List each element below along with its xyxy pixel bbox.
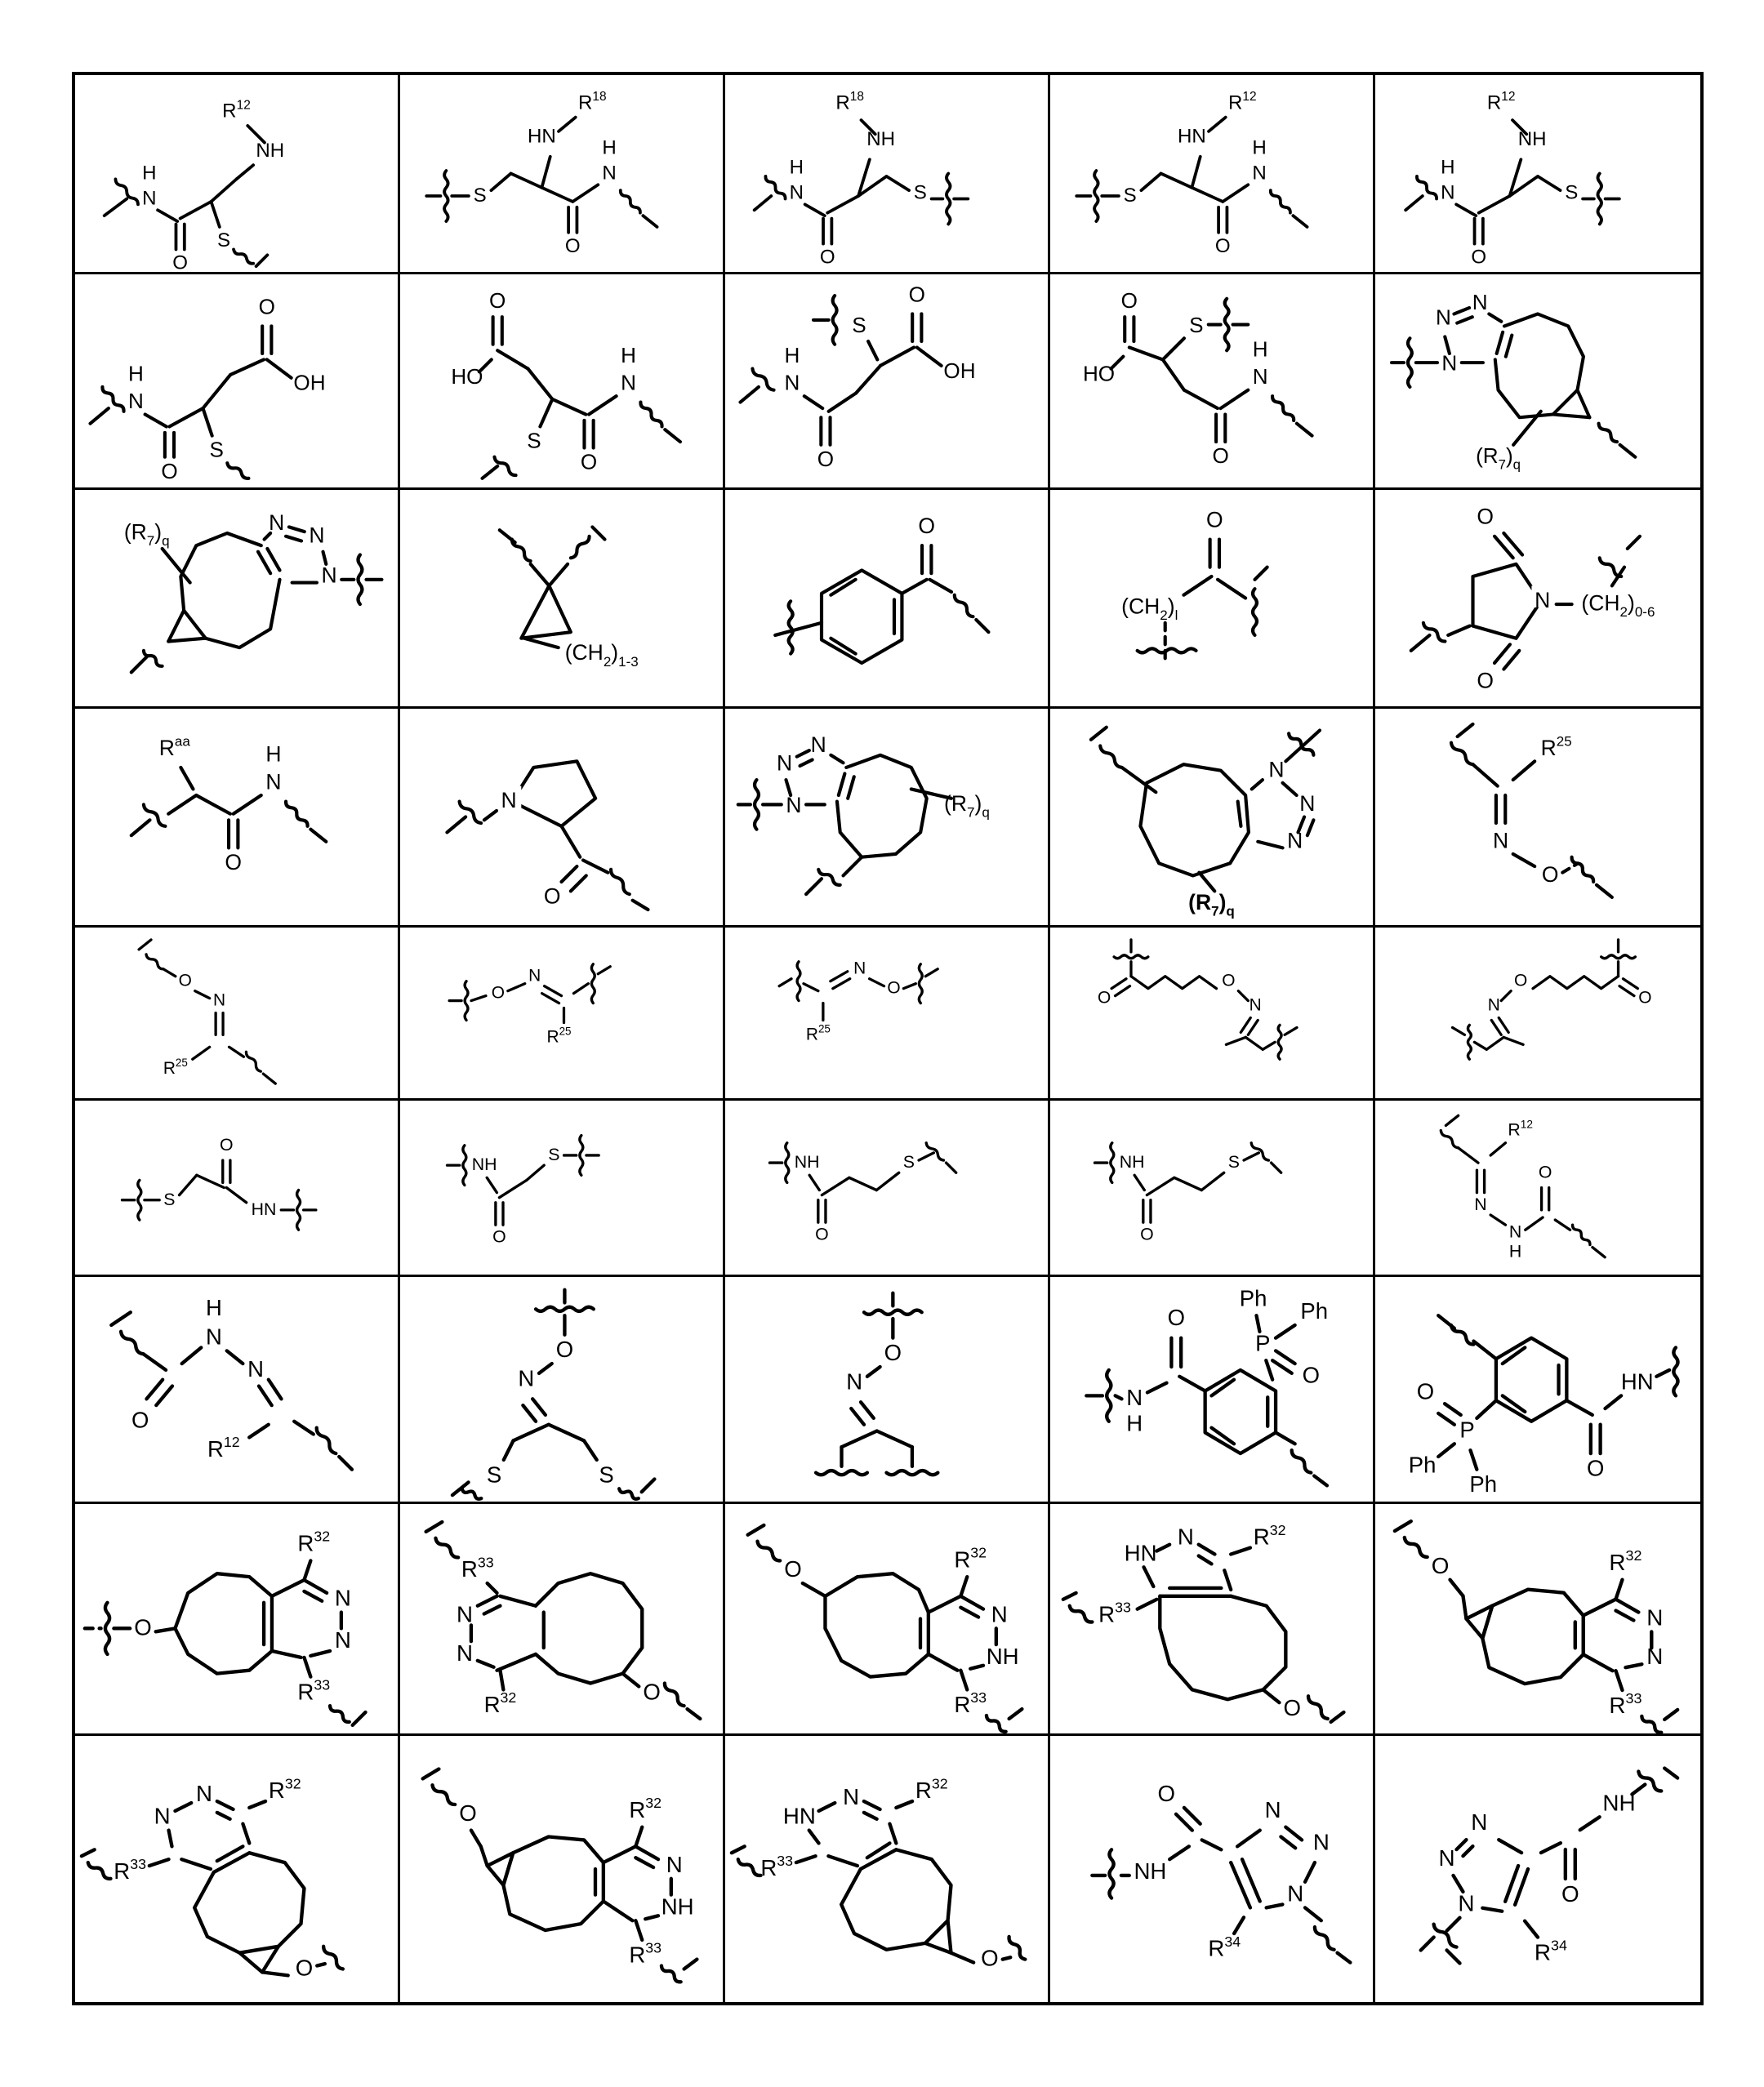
substituent-r32: $R^{32}$ bbox=[1253, 1521, 1286, 1550]
atom-o-ether: O bbox=[1222, 971, 1236, 990]
atom-n: N bbox=[1252, 364, 1268, 389]
atom-nh: NH bbox=[986, 1643, 1019, 1669]
atom-h: H bbox=[1252, 336, 1268, 362]
atom-n1: N bbox=[457, 1601, 473, 1627]
atom-o: O bbox=[1538, 1162, 1552, 1182]
atom-o: O bbox=[817, 446, 835, 471]
substituent-raa: $R^{aa}$ bbox=[158, 733, 190, 760]
atom-n2: N bbox=[1438, 1845, 1455, 1871]
atom-n: N bbox=[621, 370, 636, 395]
structure-r4c3 bbox=[725, 709, 1050, 928]
atom-h: H bbox=[128, 361, 144, 386]
atom-hn: HN bbox=[251, 1199, 277, 1219]
atom-o: O bbox=[918, 514, 936, 538]
substituent-ph1: Ph bbox=[1239, 1285, 1267, 1311]
atom-o: O bbox=[1157, 1781, 1175, 1807]
atom-n2: N bbox=[1299, 790, 1316, 816]
atom-o: O bbox=[815, 1224, 829, 1244]
atom-n: N bbox=[142, 187, 157, 210]
atom-o: O bbox=[1140, 1224, 1154, 1244]
atom-o-carbonyl: O bbox=[1098, 988, 1111, 1008]
substituent-r33: $R^{33}$ bbox=[297, 1676, 331, 1705]
atom-s: S bbox=[1565, 181, 1579, 204]
substituent-r7q: $(R_7)_q$ bbox=[944, 790, 990, 821]
substituent-r33: $R^{33}$ bbox=[629, 1939, 662, 1968]
atom-n2: N bbox=[1646, 1644, 1664, 1670]
atom-o: O bbox=[1167, 1304, 1185, 1330]
atom-s: S bbox=[1189, 312, 1204, 337]
structure-table bbox=[72, 72, 1704, 2005]
atom-s: S bbox=[902, 1152, 915, 1173]
structure-r6c2 bbox=[400, 1101, 725, 1277]
atom-hn: HN bbox=[1620, 1368, 1654, 1395]
structure-r8c3 bbox=[725, 1504, 1050, 1736]
atom-s1: S bbox=[486, 1462, 502, 1488]
atom-n: N bbox=[1252, 162, 1267, 185]
atom-o: O bbox=[887, 978, 901, 998]
atom-o: O bbox=[1587, 1455, 1605, 1481]
atom-s2: S bbox=[599, 1462, 614, 1488]
substituent-r34: $R^{34}$ bbox=[1208, 1933, 1241, 1961]
atom-n: N bbox=[789, 181, 804, 204]
substituent-r7q-bold: $(R_7)_q$ bbox=[1188, 890, 1235, 919]
atom-oh: OH bbox=[943, 358, 976, 383]
atom-o-top: O bbox=[1477, 504, 1494, 529]
atom-o: O bbox=[884, 1340, 902, 1366]
atom-n2: N bbox=[1435, 305, 1451, 330]
atom-o-bottom: O bbox=[1477, 668, 1494, 693]
atom-nh: NH bbox=[256, 139, 285, 162]
atom-p: P bbox=[1255, 1330, 1271, 1356]
structure-r9c1 bbox=[75, 1736, 400, 2002]
structure-r7c4 bbox=[1050, 1277, 1375, 1504]
substituent-ch2-1-3: $(CH_2)_{1-3}$ bbox=[564, 640, 639, 670]
structure-r5c2 bbox=[400, 928, 725, 1101]
atom-o: O bbox=[161, 458, 178, 483]
structure-r5c3 bbox=[725, 928, 1050, 1101]
atom-o: O bbox=[220, 1134, 234, 1155]
atom-h: H bbox=[789, 156, 804, 179]
atom-n: N bbox=[1487, 995, 1500, 1015]
structure-r5c5 bbox=[1375, 928, 1700, 1101]
atom-n1: N bbox=[154, 1803, 171, 1829]
atom-n: N bbox=[843, 1784, 860, 1809]
atom-h: H bbox=[602, 136, 617, 159]
substituent-r32: $R^{32}$ bbox=[483, 1689, 517, 1718]
atom-o: O bbox=[1471, 246, 1487, 269]
atom-n: N bbox=[1441, 181, 1455, 204]
atom-s: S bbox=[1227, 1152, 1240, 1173]
atom-o: O bbox=[1212, 443, 1229, 469]
atom-o: O bbox=[258, 294, 275, 319]
atom-ho: HO bbox=[1082, 361, 1116, 386]
substituent-r12: $R^{12}$ bbox=[207, 1434, 240, 1462]
substituent-r12: $R^{12}$ bbox=[1508, 1118, 1534, 1140]
atom-s: S bbox=[527, 428, 541, 453]
atom-n3: N bbox=[810, 732, 826, 757]
atom-o: O bbox=[492, 1226, 506, 1247]
atom-o: O bbox=[564, 234, 581, 257]
substituent-ch2-l: $(CH_2)_l$ bbox=[1121, 594, 1178, 623]
atom-n: N bbox=[1249, 995, 1262, 1015]
atom-o-carbonyl: O bbox=[1638, 988, 1652, 1008]
atom-n2: N bbox=[334, 1627, 351, 1653]
atom-s: S bbox=[216, 229, 231, 252]
structure-r3c1 bbox=[75, 490, 400, 709]
structure-r8c5 bbox=[1375, 1504, 1700, 1736]
structure-r6c5 bbox=[1375, 1101, 1700, 1277]
atom-n3: N bbox=[1264, 1796, 1281, 1822]
atom-n1: N bbox=[1268, 757, 1285, 782]
atom-n2: N bbox=[196, 1781, 212, 1807]
atom-n3: N bbox=[1287, 828, 1303, 853]
substituent-ph2: Ph bbox=[1469, 1471, 1498, 1497]
substituent-r33: $R^{33}$ bbox=[1098, 1599, 1131, 1627]
structure-r7c3 bbox=[725, 1277, 1050, 1504]
atom-n1: N bbox=[321, 563, 337, 588]
substituent-ch2-0-6: $(CH_2)_{0-6}$ bbox=[1581, 590, 1655, 621]
substituent-r32: $R^{32}$ bbox=[268, 1775, 301, 1804]
substituent-r32: $R^{32}$ bbox=[629, 1794, 662, 1822]
structure-r3c2 bbox=[400, 490, 725, 709]
atom-n: N bbox=[1474, 1194, 1487, 1214]
substituent-r25: $R^{25}$ bbox=[163, 1057, 188, 1079]
structure-r4c5 bbox=[1375, 709, 1700, 928]
atom-h: H bbox=[265, 741, 282, 767]
atom-nh: NH bbox=[866, 128, 896, 151]
atom-o-p: O bbox=[1416, 1378, 1435, 1404]
atom-s: S bbox=[163, 1189, 176, 1209]
structure-r4c2 bbox=[400, 709, 725, 928]
structure-r1c2 bbox=[400, 75, 725, 274]
atom-n3: N bbox=[1472, 289, 1488, 314]
substituent-r7q: $(R_7)_q$ bbox=[123, 519, 170, 550]
atom-o-ether: O bbox=[1513, 971, 1528, 990]
atom-oh: OH bbox=[293, 370, 326, 395]
atom-o: O bbox=[178, 971, 192, 990]
atom-o: O bbox=[295, 1955, 314, 1981]
atom-hn: HN bbox=[1124, 1540, 1157, 1566]
structure-r6c4 bbox=[1050, 1101, 1375, 1277]
structure-r4c4 bbox=[1050, 709, 1375, 928]
substituent-r18: $R^{18}$ bbox=[578, 89, 607, 114]
atom-n: N bbox=[213, 990, 226, 1010]
atom-nh: NH bbox=[1134, 1858, 1167, 1884]
atom-o: O bbox=[491, 983, 505, 1003]
atom-n: N bbox=[265, 769, 282, 794]
substituent-r18: $R^{18}$ bbox=[835, 89, 865, 114]
atom-o: O bbox=[908, 282, 925, 307]
structure-r7c2 bbox=[400, 1277, 725, 1504]
structure-r5c1 bbox=[75, 928, 400, 1101]
atom-h: H bbox=[1508, 1241, 1522, 1262]
substituent-r32: $R^{32}$ bbox=[954, 1544, 987, 1573]
substituent-r25: $R^{25}$ bbox=[805, 1022, 831, 1044]
atom-n: N bbox=[666, 1851, 683, 1877]
atom-n: N bbox=[991, 1601, 1008, 1627]
substituent-r7q: $(R_7)_q$ bbox=[1476, 443, 1521, 473]
structure-r1c5 bbox=[1375, 75, 1700, 274]
atom-n: N bbox=[1177, 1524, 1194, 1550]
atom-o: O bbox=[489, 288, 506, 314]
atom-n2: N bbox=[1312, 1829, 1330, 1855]
substituent-r34: $R^{34}$ bbox=[1534, 1937, 1567, 1965]
atom-nh: NH bbox=[1602, 1790, 1636, 1816]
structure-r7c1 bbox=[75, 1277, 400, 1504]
structure-r1c4 bbox=[1050, 75, 1375, 274]
atom-nh: NH bbox=[1119, 1152, 1145, 1173]
atom-o: O bbox=[784, 1556, 802, 1582]
atom-nh: NH bbox=[1517, 128, 1547, 151]
substituent-r12: $R^{12}$ bbox=[222, 98, 251, 122]
atom-o: O bbox=[1283, 1695, 1301, 1720]
atom-h: H bbox=[142, 162, 157, 185]
atom-h: H bbox=[1441, 156, 1455, 179]
atom-o: O bbox=[131, 1407, 149, 1433]
atom-o: O bbox=[1205, 507, 1223, 532]
structure-r2c3 bbox=[725, 274, 1050, 490]
substituent-ph2: Ph bbox=[1300, 1298, 1329, 1324]
atom-n1: N bbox=[786, 792, 802, 817]
structure-r6c1 bbox=[75, 1101, 400, 1277]
atom-n: N bbox=[784, 370, 800, 395]
structure-r2c4 bbox=[1050, 274, 1375, 490]
structure-r4c1 bbox=[75, 709, 400, 928]
substituent-r25: $R^{25}$ bbox=[546, 1025, 572, 1047]
substituent-r33: $R^{33}$ bbox=[114, 1856, 147, 1884]
atom-n: N bbox=[853, 959, 866, 978]
atom-s: S bbox=[548, 1145, 560, 1165]
atom-o: O bbox=[819, 246, 835, 269]
atom-nh: NH bbox=[471, 1155, 497, 1175]
atom-h: H bbox=[206, 1295, 222, 1321]
atom-o: O bbox=[1561, 1880, 1579, 1907]
atom-hn: HN bbox=[782, 1803, 816, 1829]
atom-h: H bbox=[1126, 1410, 1143, 1436]
atom-n1: N bbox=[1287, 1880, 1304, 1907]
substituent-r25: $R^{25}$ bbox=[1540, 733, 1572, 760]
structure-r2c2 bbox=[400, 274, 725, 490]
atom-n2: N bbox=[309, 523, 325, 548]
atom-o: O bbox=[1214, 234, 1231, 257]
atom-o: O bbox=[134, 1614, 152, 1640]
atom-n1: N bbox=[1458, 1890, 1475, 1916]
atom-o: O bbox=[981, 1945, 999, 1971]
substituent-r32: $R^{32}$ bbox=[915, 1775, 948, 1804]
structure-r8c2 bbox=[400, 1504, 725, 1736]
substituent-r32: $R^{32}$ bbox=[297, 1528, 331, 1556]
atom-o: O bbox=[459, 1800, 477, 1826]
atom-n: N bbox=[206, 1324, 222, 1350]
atom-nh: NH bbox=[794, 1152, 820, 1173]
substituent-r33: $R^{33}$ bbox=[954, 1689, 987, 1718]
atom-s: S bbox=[209, 437, 224, 462]
atom-h: H bbox=[1252, 136, 1267, 159]
structure-r9c2 bbox=[400, 1736, 725, 2002]
atom-nh: NH bbox=[661, 1893, 694, 1920]
atom-s: S bbox=[473, 184, 487, 207]
substituent-r32: $R^{32}$ bbox=[1609, 1546, 1642, 1575]
atom-n: N bbox=[1126, 1385, 1143, 1411]
atom-n: N bbox=[846, 1368, 863, 1395]
structure-r9c3 bbox=[725, 1736, 1050, 2002]
structure-r2c1 bbox=[75, 274, 400, 490]
substituent-r12: $R^{12}$ bbox=[1228, 89, 1257, 114]
atom-ho: HO bbox=[451, 364, 483, 389]
atom-s: S bbox=[852, 312, 866, 337]
atom-o: O bbox=[555, 1337, 574, 1363]
atom-n2: N bbox=[247, 1355, 265, 1382]
structure-r6c3 bbox=[725, 1101, 1050, 1277]
atom-hn: HN bbox=[1178, 125, 1206, 148]
structure-r9c5 bbox=[1375, 1736, 1700, 2002]
atom-s: S bbox=[1123, 184, 1137, 207]
atom-o: O bbox=[580, 449, 598, 474]
atom-n: N bbox=[602, 162, 617, 185]
atom-o-p: O bbox=[1302, 1362, 1320, 1388]
structure-r3c5 bbox=[1375, 490, 1700, 709]
structure-r5c4 bbox=[1050, 928, 1375, 1101]
substituent-r33: $R^{33}$ bbox=[461, 1554, 494, 1582]
atom-n3: N bbox=[1471, 1809, 1488, 1836]
atom-n2: N bbox=[777, 750, 793, 776]
structure-r1c3 bbox=[725, 75, 1050, 274]
atom-o: O bbox=[543, 883, 561, 909]
atom-o: O bbox=[225, 849, 243, 874]
atom-o: O bbox=[1431, 1552, 1450, 1578]
atom-o: O bbox=[1541, 862, 1559, 887]
structure-r9c4 bbox=[1050, 1736, 1375, 2002]
structure-r7c5 bbox=[1375, 1277, 1700, 1504]
atom-n1: N bbox=[1646, 1604, 1664, 1631]
atom-hn: HN bbox=[528, 125, 556, 148]
atom-o: O bbox=[1120, 288, 1138, 314]
atom-s: S bbox=[913, 181, 927, 204]
atom-n2: N bbox=[457, 1640, 473, 1666]
atom-o: O bbox=[643, 1679, 661, 1705]
structure-r3c4 bbox=[1050, 490, 1375, 709]
atom-n1: N bbox=[1441, 350, 1458, 376]
atom-o: O bbox=[172, 251, 189, 272]
structure-r8c1 bbox=[75, 1504, 400, 1736]
substituent-r33: $R^{33}$ bbox=[760, 1853, 794, 1880]
atom-n: N bbox=[501, 788, 517, 813]
atom-n2: N bbox=[1508, 1221, 1522, 1242]
atom-n: N bbox=[1535, 587, 1551, 612]
atom-n: N bbox=[128, 389, 144, 414]
atom-p: P bbox=[1459, 1417, 1475, 1443]
substituent-r12: $R^{12}$ bbox=[1486, 89, 1516, 114]
atom-n: N bbox=[518, 1365, 535, 1391]
atom-n1: N bbox=[334, 1585, 351, 1611]
atom-n: N bbox=[528, 966, 541, 986]
atom-n: N bbox=[1493, 828, 1509, 853]
structure-r1c1 bbox=[75, 75, 400, 274]
structure-r2c5 bbox=[1375, 274, 1700, 490]
structure-r3c3 bbox=[725, 490, 1050, 709]
substituent-r33: $R^{33}$ bbox=[1609, 1689, 1642, 1718]
structure-r8c4 bbox=[1050, 1504, 1375, 1736]
substituent-ph1: Ph bbox=[1408, 1452, 1437, 1478]
atom-h: H bbox=[621, 343, 636, 368]
atom-h: H bbox=[784, 343, 800, 368]
atom-n3: N bbox=[269, 510, 285, 536]
